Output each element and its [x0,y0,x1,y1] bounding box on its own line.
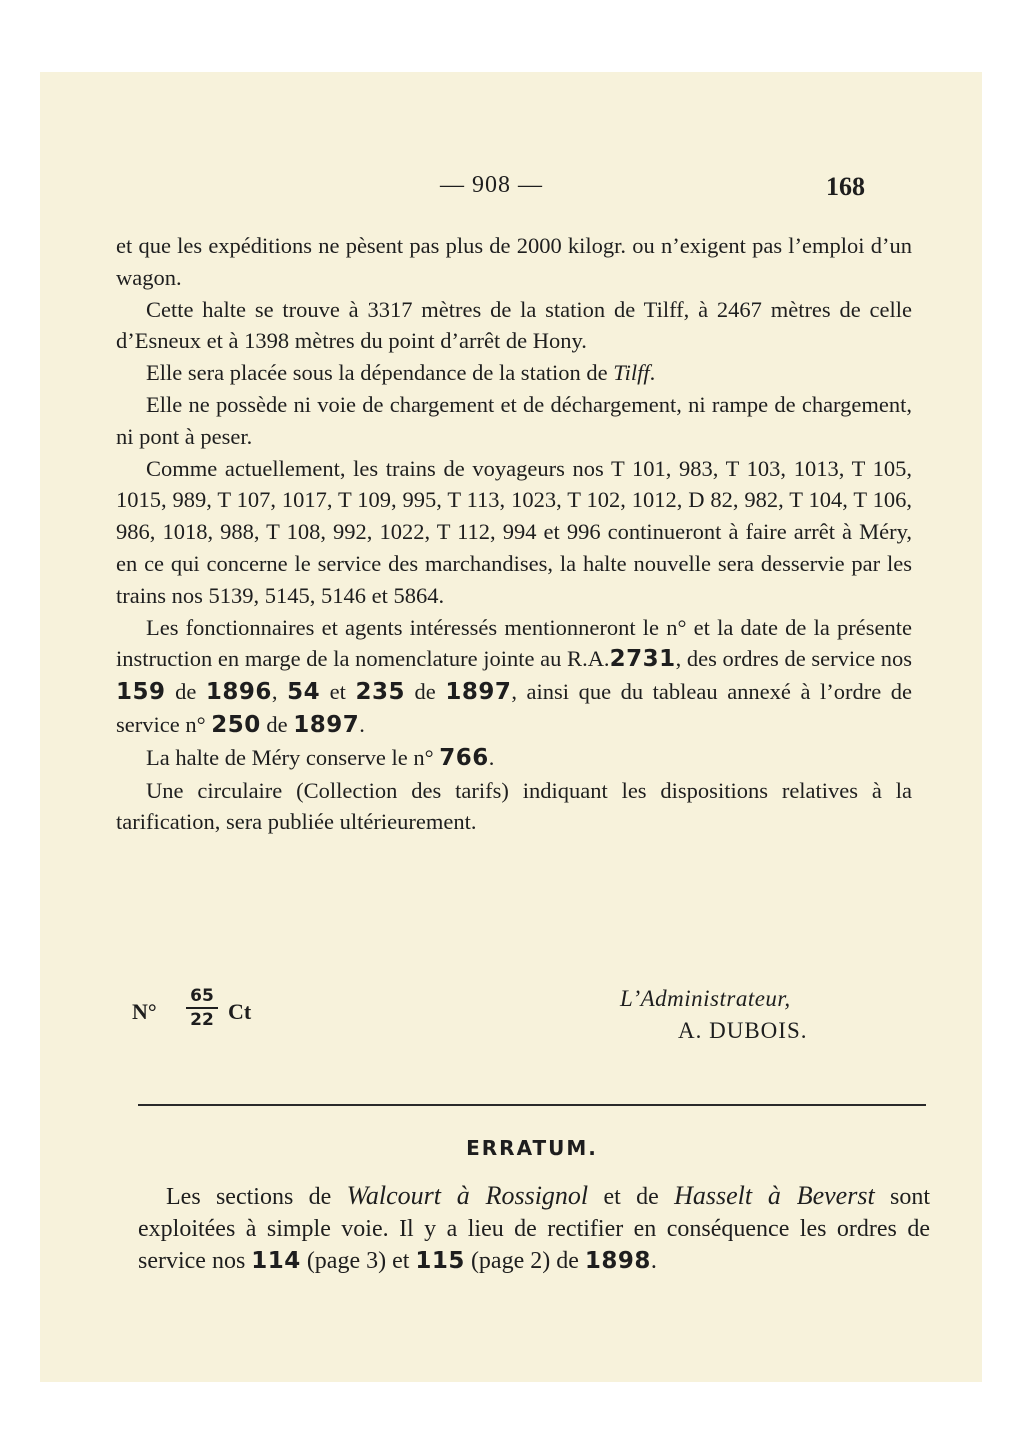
document-body [116,230,912,838]
erratum-paragraph [138,1180,930,1277]
paragraph-continuation: et que les expéditions ne pèsent pas plus de 2000 kilogr. ou n’exigent pas l’emploi d’un wagon. [116,233,912,290]
paragraph-officials [116,612,912,742]
text: . [359,711,365,737]
ref-fraction [186,986,218,1030]
section-divider [138,1104,926,1106]
text: Les fonctionnaires et agents intéressés mentionneront le n° et la date de la présente instruction en marge de la nomenclature jointe au R.A. [116,614,912,672]
page-header [0,172,1024,208]
section-name: Hasselt à Beverst [674,1181,875,1210]
text: (page 3) et [300,1248,416,1274]
signature-block [620,986,880,1044]
ref-no-label: N° [132,999,157,1024]
text: sont exploitées à simple voie. Il y a lieu de rectifier en conséquence les ordres de service nos [138,1184,930,1274]
text: et de [588,1184,675,1210]
signer-role: L’Administrateur, [620,986,791,1011]
year-number: 1898 [584,1248,651,1274]
order-number: 250 [211,711,261,738]
text: . [488,744,495,770]
paragraph-equipment: Elle ne possède ni voie de chargement et de déchargement, ni rampe de chargement, ni pont à peser. [116,391,912,449]
text: Les sections de [166,1184,347,1210]
section-name: Walcourt à Rossignol [346,1181,589,1210]
text: . [650,1248,657,1274]
ref-numerator: 65 [190,986,214,1006]
sequence-number: 168 [826,172,865,201]
page-number: — 908 — [440,172,543,198]
paragraph-trains: Comme actuellement, les trains de voyageurs nos T 101, 983, T 103, 1013, T 105, 1015, 989, T 107, 1017, T 109, 995, T 113, 1023, T 102, 1012, D 82, 982, T 104, T 106, 986, 1018, 988, T 108, 992, 1022, T 112, 994 et 996 continueront à faire arrêt à Méry, en ce qui concerne le service des marchandises, la halte nouvelle sera desservie par les trains nos 5139, 5145, 5146 et 5864. [116,455,912,608]
year-number: 1897 [293,711,360,738]
year-number: 1896 [205,679,272,706]
ref-suffix: Ct [228,999,252,1024]
ra-number: 2731 [609,646,676,673]
text: , ainsi que du tableau annexé à l’ordre de service n° [116,679,913,737]
text: (page 2) de [464,1248,585,1274]
paragraph-halt-number [116,742,912,775]
text: et [320,679,356,705]
order-number: 115 [415,1248,465,1274]
order-number: 54 [287,679,321,706]
ref-denominator: 22 [190,1010,214,1030]
text: de [165,679,206,705]
text: . [649,360,656,386]
halt-number: 766 [439,744,489,771]
erratum-title: ERRATUM. [466,1136,598,1160]
paragraph-dependence [116,357,912,389]
text: La halte de Méry conserve le n° [146,744,440,770]
station-name: Tilff [613,360,650,386]
paragraph-circular: Une circulaire (Collection des tarifs) indiquant les dispositions relatives à la tarification, sera publiée ultérieurement. [116,777,912,835]
text: de [404,679,446,705]
text: Elle sera placée sous la dépendance de la station de [146,360,614,386]
signer-name: A. DUBOIS. [678,1018,808,1043]
year-number: 1897 [445,679,512,706]
order-number: 235 [355,679,405,706]
order-number: 114 [251,1248,301,1274]
order-number: 159 [116,679,166,706]
fraction-bar [186,1007,218,1009]
paragraph-location: Cette halte se trouve à 3317 mètres de la station de Tilff, à 2467 mètres de celle d’Esneux et à 1398 mètres du point d’arrêt de Hony. [116,296,912,354]
text: , [271,679,288,705]
text: , des ordres de service nos [675,646,912,672]
text: de [260,711,294,737]
erratum-body [138,1180,930,1277]
